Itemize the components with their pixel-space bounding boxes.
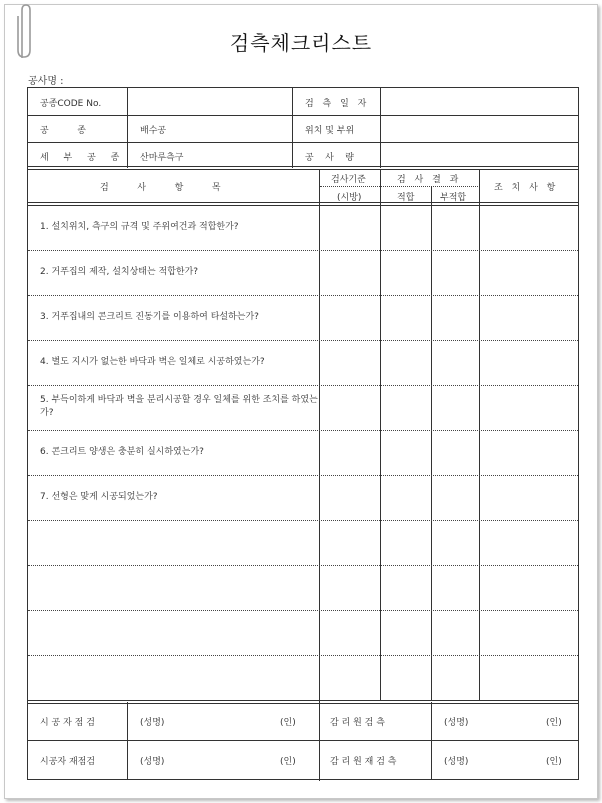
work-type-label: 공 종: [40, 126, 86, 136]
checklist-item: 7. 선형은 맞게 시공되었는가?: [40, 492, 158, 502]
ok-header: 적합: [397, 193, 415, 203]
checklist-item: 2. 거푸집의 제작, 설치상태는 적합한가?: [40, 267, 199, 277]
supervisor-signature[interactable]: (성명): [444, 718, 469, 728]
result-header: 검 사 결 과: [397, 175, 462, 185]
contractor-recheck-label: 시공자 재점검: [40, 757, 96, 767]
code-label: 공종CODE No.: [40, 99, 102, 109]
project-name-label: 공사명 :: [28, 76, 64, 87]
contractor-recheck-signature[interactable]: (성명): [140, 757, 165, 767]
checklist-item: 6. 콘크리트 양생은 충분히 실시하였는가?: [40, 447, 204, 457]
standard-header: 검사기준: [331, 175, 366, 185]
location-label: 위치 및 부위: [305, 126, 355, 136]
contractor-seal[interactable]: (인): [280, 718, 296, 728]
checklist-item: 1. 설치위치, 측구의 규격 및 주위여건과 적합한가?: [40, 222, 239, 232]
contractor-signature[interactable]: (성명): [140, 718, 165, 728]
supervisor-recheck-label: 감 리 원 재 검 측: [330, 757, 397, 767]
contractor-check-label: 시 공 자 점 검: [40, 718, 95, 728]
supervisor-recheck-seal[interactable]: (인): [546, 757, 562, 767]
ng-header: 부적합: [440, 193, 467, 203]
supervisor-recheck-signature[interactable]: (성명): [444, 757, 469, 767]
inspection-item-header: 검 사 항 목: [100, 183, 221, 193]
checklist-item: 5. 부득이하게 바닥과 벽을 분리시공할 경우 일체를 위한 조치를 하였는가?: [40, 395, 318, 418]
quantity-label: 공 사 량: [305, 153, 354, 163]
checklist-item: 3. 거푸집내의 콘크리트 진동기를 이용하여 타설하는가?: [40, 312, 259, 322]
sub-work-type-value[interactable]: 산마루측구: [140, 153, 184, 163]
contractor-recheck-seal[interactable]: (인): [280, 757, 296, 767]
supervisor-check-label: 감 리 원 검 측: [330, 718, 385, 728]
action-header: 조 치 사 항: [494, 183, 559, 193]
sub-work-type-label: 세 부 공 종: [40, 153, 126, 163]
page-title: 검측체크리스트: [229, 31, 373, 55]
work-type-value[interactable]: 배수공: [140, 126, 167, 136]
supervisor-seal[interactable]: (인): [546, 718, 562, 728]
checklist-item: 4. 별도 지시가 없는한 바닥과 벽은 일체로 시공하였는가?: [40, 357, 265, 367]
inspection-date-label: 검 측 일 자: [305, 99, 370, 109]
standard-sub-header: (시방): [337, 193, 362, 203]
